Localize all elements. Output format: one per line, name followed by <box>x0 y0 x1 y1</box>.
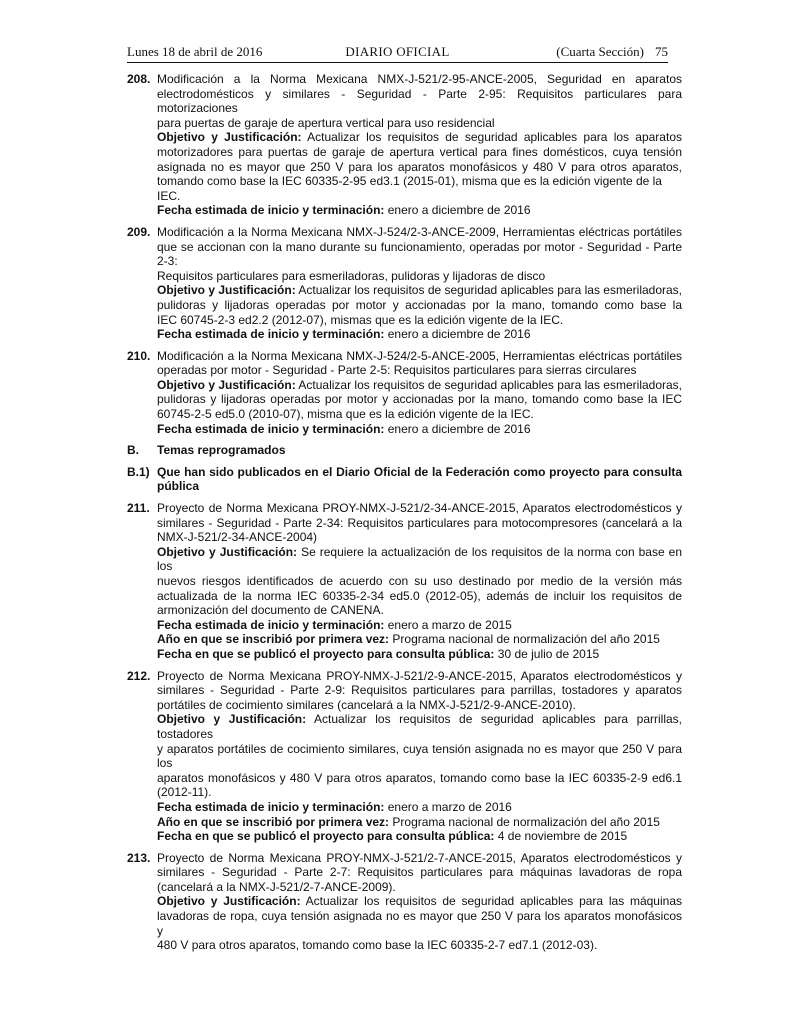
fecha-publico-value: 4 de noviembre de 2015 <box>497 829 628 844</box>
title-line: Requisitos particulares para esmeriladoras, pulidoras y lijadoras de disco <box>157 268 546 283</box>
objetivo-line: pulidoras y lijadoras operadas por motor y accionadas por la mano, tomando como base la <box>157 297 682 312</box>
fecha-estimada <box>157 327 682 342</box>
entry-title <box>157 851 682 895</box>
title-line: (cancelará a la NMX-J-521/2-7-ANCE-2009). <box>157 879 396 894</box>
objetivo-paragraph <box>157 712 682 800</box>
objetivo-line: pulidoras y lijadoras operadas por motor y accionadas por la mano, tomando como base la IEC <box>157 392 682 407</box>
entry-number: 210. <box>127 348 151 363</box>
fecha-publico-value: 30 de julio de 2015 <box>497 646 600 661</box>
fecha-estimada-label: Fecha estimada de inicio y terminación: <box>157 617 385 632</box>
title-line: Modificación a la Norma Mexicana NMX-J-524/2-5-ANCE-2005, Herramientas eléctricas portátiles <box>157 348 682 363</box>
entry-209 <box>127 225 682 342</box>
objetivo-line: actualizada de la norma IEC 60335-2-34 ed5.0 (2012-05), además de incluir los requisitos de <box>157 588 682 603</box>
entry-number: 211. <box>127 501 150 516</box>
header-rule <box>127 62 668 63</box>
objetivo-line: 480 V para otros aparatos, tomando como base la IEC 60335-2-7 ed7.1 (2012-03). <box>157 938 598 953</box>
header-date: Lunes 18 de abril de 2016 <box>127 44 263 59</box>
fecha-estimada <box>157 618 682 633</box>
objetivo-line: nuevos riesgos identificados de acuerdo con su uso destinado por medio de la versión más <box>157 574 682 588</box>
fecha-estimada-label: Fecha estimada de inicio y terminación: <box>157 203 385 218</box>
objetivo-line: lavadoras de ropa, cuya tensión asignada no es mayor que 250 V para los aparatos monofásicos y <box>157 909 682 938</box>
title-line: Proyecto de Norma Mexicana PROY-NMX-J-521/2-9-ANCE-2015, Aparatos electrodomésticos y <box>157 668 682 683</box>
fecha-estimada <box>157 422 682 437</box>
objetivo-text: Actualizar los requisitos de seguridad aplicables para las esmeriladoras, <box>298 283 683 298</box>
entry-212 <box>127 669 682 844</box>
section-letter: B.1) <box>127 464 150 479</box>
objetivo-line: armonización del documento de CANENA. <box>157 603 384 618</box>
objetivo-line: aparatos monofásicos y 480 V para otros aparatos, tomando como base la IEC 60335-2-9 ed6.1 <box>157 770 682 785</box>
ano-inscribio-label: Año en que se inscribió por primera vez: <box>157 632 390 647</box>
title-line: que se accionan con la mano durante su funcionamiento, operadas por motor - Seguridad - Parte 2-3: <box>157 239 682 269</box>
fecha-publico-label: Fecha en que se publicó el proyecto para consulta pública: <box>157 829 495 844</box>
entry-208 <box>127 72 682 218</box>
objetivo-text: Se requiere la actualización de los requisitos de la norma con base en los <box>157 544 683 574</box>
fecha-estimada-value: enero a diciembre de 2016 <box>387 327 531 342</box>
objetivo-line: motorizadores para puertas de garaje de apertura vertical para fines domésticos, cuya tensión <box>157 144 682 159</box>
entry-211 <box>127 501 682 662</box>
objetivo-paragraph <box>157 545 682 618</box>
objetivo-paragraph <box>157 283 682 327</box>
title-line: similares - Seguridad - Parte 2-34: Requisitos particulares para motocompresores (cancelará a la <box>157 515 682 530</box>
ano-inscribio-value: Programa nacional de normalización del año 2015 <box>392 814 660 829</box>
objetivo-label: Objetivo y Justificación: <box>157 712 307 727</box>
objetivo-paragraph <box>157 894 682 952</box>
page-header <box>127 44 668 64</box>
header-title: DIARIO OFICIAL <box>345 44 450 59</box>
title-line: electrodomésticos y similares - Seguridad - Parte 2-95: Requisitos particulares para motorizaciones <box>157 86 682 116</box>
fecha-publico <box>157 647 682 662</box>
fecha-estimada-label: Fecha estimada de inicio y terminación: <box>157 327 385 342</box>
objetivo-line: tomando como base la IEC 60335-2-95 ed3.1 (2015-01), misma que es la edición vigente de la IEC. <box>157 174 662 203</box>
objetivo-label: Objetivo y Justificación: <box>157 377 296 392</box>
fecha-estimada-value: enero a marzo de 2015 <box>387 617 512 632</box>
objetivo-paragraph <box>157 378 682 422</box>
objetivo-line: 60745-2-5 ed5.0 (2010-07), misma que es la edición vigente de la IEC. <box>157 407 534 422</box>
entry-title <box>157 501 682 545</box>
entry-title <box>157 72 682 130</box>
objetivo-label: Objetivo y Justificación: <box>157 544 298 559</box>
objetivo-label: Objetivo y Justificación: <box>157 130 302 145</box>
entry-number: 213. <box>127 850 151 865</box>
fecha-estimada-label: Fecha estimada de inicio y terminación: <box>157 799 385 814</box>
objetivo-line: y aparatos portátiles de cocimiento similares, cuya tensión asignada no es mayor que 250 V para los <box>157 741 682 771</box>
title-line: operadas por motor - Seguridad - Parte 2-5: Requisitos particulares para sierras circulares <box>157 363 637 378</box>
title-line: portátiles de cocimiento similares (cancelará a la NMX-J-521/2-9-ANCE-2010). <box>157 697 576 712</box>
title-line: para puertas de garaje de apertura vertical para uso residencial <box>157 115 495 130</box>
objetivo-text: Actualizar los requisitos de seguridad aplicables para los aparatos <box>307 130 682 145</box>
objetivo-line: asignada no es mayor que 250 V para los aparatos monofásicos y 480 V para otros aparatos, <box>157 159 682 174</box>
entry-title <box>157 225 682 283</box>
objetivo-paragraph <box>157 130 682 203</box>
section-b1-heading <box>127 465 682 494</box>
objetivo-line: (2012-11). <box>157 785 212 800</box>
entry-number: 208. <box>127 72 151 86</box>
title-line: NMX-J-521/2-34-ANCE-2004) <box>157 530 318 545</box>
header-page-number: 75 <box>655 44 668 59</box>
entry-title <box>157 669 682 713</box>
title-line: Proyecto de Norma Mexicana PROY-NMX-J-521/2-7-ANCE-2015, Aparatos electrodomésticos y <box>157 850 682 865</box>
entry-number: 209. <box>127 224 151 239</box>
header-section: (Cuarta Sección) <box>556 44 644 59</box>
ano-inscribio <box>157 815 682 830</box>
entry-213 <box>127 851 682 953</box>
fecha-estimada-value: enero a diciembre de 2016 <box>387 203 531 218</box>
entry-number: 212. <box>127 668 151 683</box>
entry-210 <box>127 349 682 437</box>
section-letter: B. <box>127 443 139 458</box>
section-b-heading <box>127 443 682 458</box>
title-line: similares - Seguridad - Parte 2-7: Requisitos particulares para máquinas lavadoras de ropa <box>157 865 682 880</box>
title-line: Modificación a la Norma Mexicana NMX-J-524/2-3-ANCE-2009, Herramientas eléctricas portátiles <box>157 224 682 239</box>
objetivo-line: IEC 60745-2-3 ed2.2 (2012-07), mismas que es la edición vigente de la IEC. <box>157 312 564 327</box>
fecha-publico-label: Fecha en que se publicó el proyecto para consulta pública: <box>157 646 495 661</box>
fecha-estimada <box>157 203 682 218</box>
fecha-estimada <box>157 800 682 815</box>
ano-inscribio-value: Programa nacional de normalización del año 2015 <box>392 632 660 647</box>
fecha-estimada-value: enero a diciembre de 2016 <box>387 421 531 436</box>
fecha-publico <box>157 829 682 844</box>
section-title-line: Que han sido publicados en el Diario Oficial de la Federación como proyecto para consulta <box>157 464 682 479</box>
document-body <box>127 72 682 953</box>
section-title <box>157 465 682 494</box>
ano-inscribio-label: Año en que se inscribió por primera vez: <box>157 814 390 829</box>
title-line: similares - Seguridad - Parte 2-9: Requisitos particulares para parrillas, tostadores y aparatos <box>157 683 682 698</box>
section-title: Temas reprogramados <box>157 443 286 458</box>
title-line: Modificación a la Norma Mexicana NMX-J-521/2-95-ANCE-2005, Seguridad en aparatos <box>157 72 682 86</box>
objetivo-text: Actualizar los requisitos de seguridad aplicables para parrillas, tostadores <box>157 712 682 741</box>
objetivo-text: Actualizar los requisitos de seguridad aplicables para las máquinas <box>305 894 682 909</box>
objetivo-text: Actualizar los requisitos de seguridad aplicables para las esmeriladoras, <box>298 377 683 392</box>
fecha-estimada-value: enero a marzo de 2016 <box>387 799 512 814</box>
section-title-line: pública <box>157 479 200 494</box>
fecha-estimada-label: Fecha estimada de inicio y terminación: <box>157 421 385 436</box>
entry-title <box>157 349 682 378</box>
objetivo-label: Objetivo y Justificación: <box>157 894 301 909</box>
objetivo-label: Objetivo y Justificación: <box>157 283 296 298</box>
title-line: Proyecto de Norma Mexicana PROY-NMX-J-521/2-34-ANCE-2015, Aparatos electrodomésticos y <box>157 501 682 516</box>
ano-inscribio <box>157 632 682 647</box>
